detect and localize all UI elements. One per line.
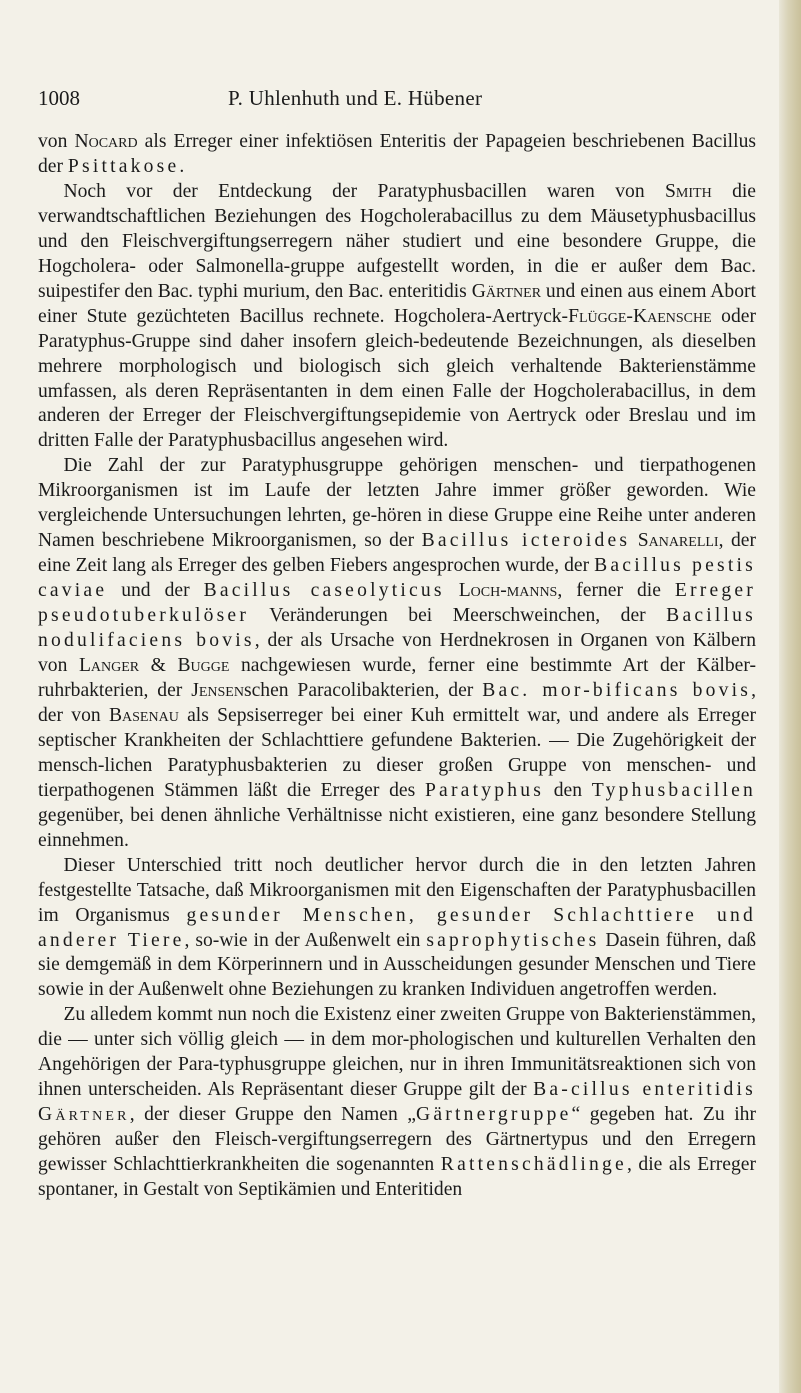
emphasized-text: Langer xyxy=(78,655,140,677)
text-run: & xyxy=(139,655,178,677)
page-binding-edge xyxy=(779,0,801,1393)
emphasized-text: Erreger pseudotuberkulöser xyxy=(38,580,757,627)
emphasized-text: Gärtner xyxy=(38,1104,130,1126)
text-run: , ferner die xyxy=(557,580,675,602)
emphasized-text: Smith xyxy=(665,180,712,202)
emphasized-text: Bacillus caseolyticus xyxy=(203,580,445,602)
emphasized-text: Nocard xyxy=(74,131,138,152)
text-run: Dasein führen, daß sie demgemäß in dem Körperinnern und in Ausscheidungen gesunder Menschen und Tiere sowie in der Außenwelt ohne Beziehungen zu kranken Individuen angetroffen werden. xyxy=(38,929,756,1001)
text-run: gegenüber, bei denen ähnliche Verhältnisse nicht existieren, eine ganz besondere Stellung einnehmen. xyxy=(38,804,756,851)
emphasized-text: Bacillus nodulifaciens bovis xyxy=(38,605,756,652)
emphasized-text: Basenau xyxy=(108,704,179,726)
emphasized-text: Gärtner xyxy=(471,280,542,302)
text-run: und einen aus einem Abort einer Stute gezüchteten Bacillus rechnete. Hogcholera-Aertryck- xyxy=(38,280,756,327)
emphasized-text: Bugge xyxy=(177,655,230,677)
emphasized-text: Flügge-Kaensche xyxy=(568,305,712,327)
text-run: als Sepsiserreger bei einer Kuh ermittelt war, und andere als Erreger septischer Krankheiten der Schlachttiere gefundene Bakterien. — Die Zugehörigkeit der mensch-lichen Paratyphusbakterien zu dieser großen Gruppe von menschen- und tierpathogenen Stämmen läßt die Erreger des xyxy=(38,704,756,801)
text-run: schen Paracolibakterien, der xyxy=(243,679,483,701)
text-run: , der von xyxy=(38,679,756,726)
text-run: Veränderungen bei Meerschweinchen, der xyxy=(249,605,667,627)
emphasized-text: Paratyphus xyxy=(424,779,545,801)
body-text xyxy=(38,130,756,1203)
text-run: von xyxy=(38,131,75,152)
running-header xyxy=(38,86,758,116)
emphasized-text: Bacillus icteroides xyxy=(421,530,631,552)
emphasized-text: Bacillus pestis caviae xyxy=(38,555,756,602)
text-run: , so-wie in der Außenwelt ein xyxy=(184,929,427,951)
text-run: und der xyxy=(107,580,204,602)
paragraph xyxy=(38,130,756,180)
text-run: den xyxy=(544,779,592,801)
emphasized-text: Rattenschädlinge xyxy=(440,1154,627,1176)
text-run xyxy=(630,530,637,551)
text-run: als Erreger einer infektiösen Enteritis der Papageien beschriebenen Bacillus der xyxy=(38,131,756,177)
text-run: die verwandtschaftlichen Beziehungen des Hogcholerabacillus zu dem Mäusetyphusbacillus und den Fleischvergiftungserregern näher studiert und eine besondere Gruppe, die Hogcholera- oder Salmonella-gruppe aufgestellt worden, in die er außer dem Bac. suipestifer den Bac. typhi murium, den Bac. enteritidis xyxy=(38,180,757,302)
text-run: , die als Erreger spontaner, in Gestalt von Septikämien und Enteritiden xyxy=(38,1154,756,1201)
text-run: Die Zahl der zur Paratyphusgruppe gehörigen menschen- und tierpathogenen Mikroorganismen ist im Laufe der letzten Jahre immer größer geworden. Wie vergleichende Untersuchungen lehrten, ge-hören in diese Gruppe eine Reihe unter anderen Namen beschriebene Mikroorganismen, so der xyxy=(38,455,756,552)
emphasized-text: Loch-manns xyxy=(458,580,558,602)
page-number: 1008 xyxy=(38,86,80,110)
paragraph xyxy=(38,180,756,454)
text-run: nachgewiesen wurde, ferner eine bestimmte Art der Kälber-ruhrbakterien, der xyxy=(38,655,756,701)
text-run: , der dieser Gruppe den Namen „ xyxy=(129,1104,416,1126)
paragraph xyxy=(38,854,756,1004)
text-run: oder Paratyphus-Gruppe sind daher insofern gleich-bedeutende Bezeichnungen, als dieselben mehrere morphologisch und biologisch sich gleich verhaltende Bakterienstämme umfassen, als deren Repräsentanten in dem einen Falle der Hogcholerabacillus, in dem anderen der Erreger der Fleischvergiftungsepidemie von Aertryck oder Breslau und im dritten Falle der Paratyphusbacillus angesehen wird. xyxy=(38,305,756,452)
paragraph xyxy=(38,454,756,853)
text-run: Zu alledem kommt nun noch die Existenz einer zweiten Gruppe von Bakterienstämmen, die — unter sich völlig gleich — in dem mor-phologischen und kulturellen Verhalten den Angehörigen der Para-typhusgruppe gleichen, nur in ihren Immunitätsreaktionen sich von ihnen unterscheiden. Als Repräsentant dieser Gruppe gilt der xyxy=(38,1004,756,1101)
text-run: “ gegeben hat. Zu ihr gehören außer den Fleisch-vergiftungserregern des Gärtnertypus und den Erregern gewisser Schlachttierkrankheiten die sogenannten xyxy=(38,1104,757,1176)
emphasized-text: Ba-cillus enteritidis xyxy=(533,1079,756,1101)
emphasized-text: Gärtnergruppe xyxy=(416,1104,572,1126)
emphasized-text: gesunder Menschen, gesunder Schlachttiere und anderer Tiere xyxy=(38,904,756,951)
paragraph xyxy=(38,1003,756,1203)
running-head-authors: P. Uhlenhuth und E. Hübener xyxy=(228,86,483,110)
emphasized-text: Bac. mor-bificans bovis xyxy=(482,679,752,701)
text-run: Dieser Unterschied tritt noch deutlicher hervor durch die in den letzten Jahren festgestellte Tatsache, daß Mikroorganismen mit den Eigenschaften der Paratyphusbacillen im Organismus xyxy=(38,854,756,926)
emphasized-text: Sanarelli xyxy=(637,530,719,552)
emphasized-text: Psittakose xyxy=(67,155,180,177)
emphasized-text: saprophytisches xyxy=(426,929,600,951)
text-run: . xyxy=(179,155,185,177)
emphasized-text: Jensen xyxy=(191,679,244,701)
text-run: Noch vor der Entdeckung der Paratyphusbacillen waren von xyxy=(63,180,666,202)
text-run: , der eine Zeit lang als Erreger des gelben Fiebers angesprochen wurde, der xyxy=(38,530,756,577)
text-run xyxy=(445,580,459,601)
text-run: , der als Ursache von Herdnekrosen in Organen von Kälbern von xyxy=(38,630,756,677)
emphasized-text: Typhusbacillen xyxy=(591,779,757,801)
